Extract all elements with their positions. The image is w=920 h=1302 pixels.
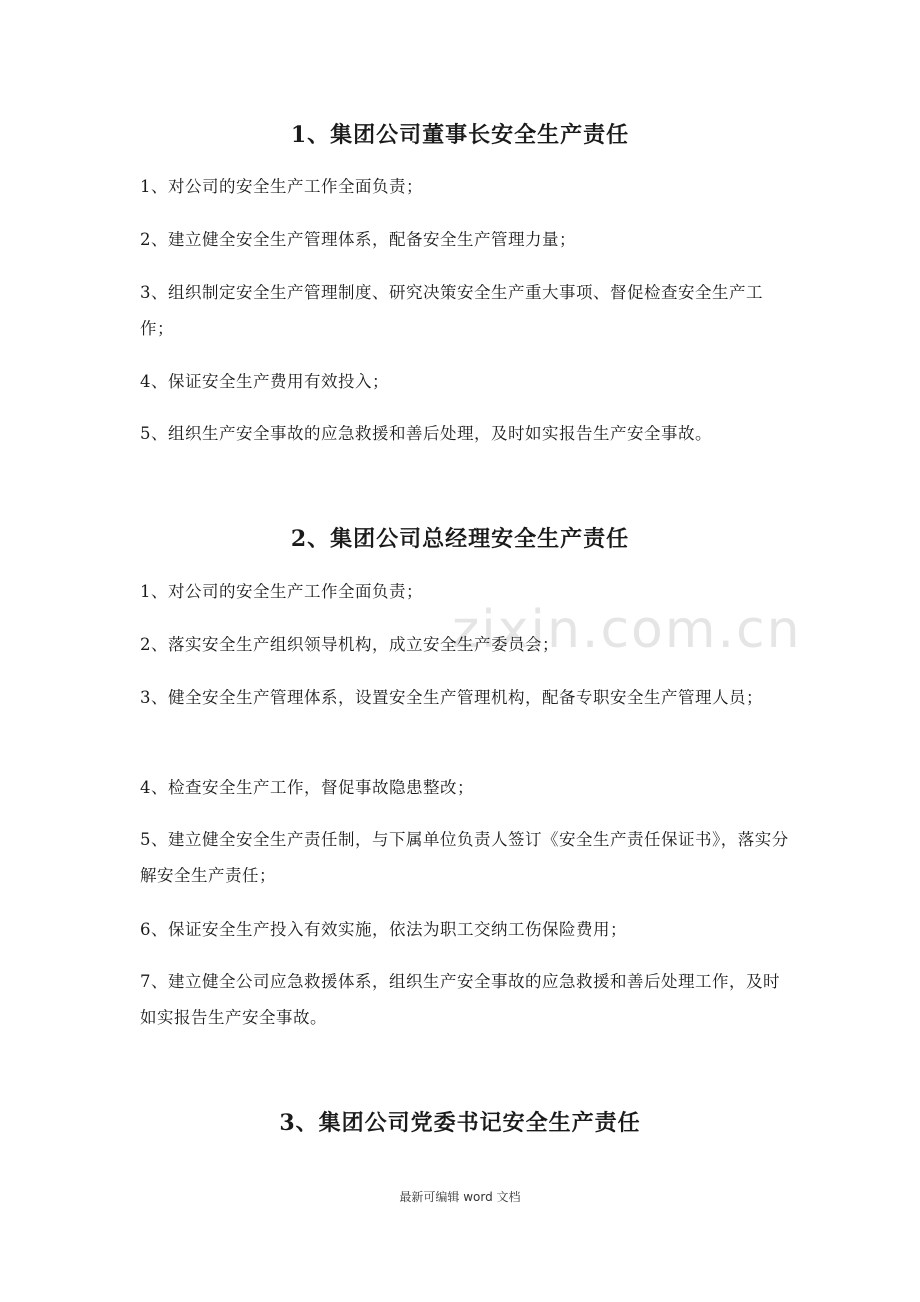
list-item: 1、对公司的安全生产工作全面负责；: [140, 177, 423, 196]
list-item: 4、检查安全生产工作，督促事故隐患整改；: [140, 778, 474, 797]
list-item: 5、组织生产安全事故的应急救援和善后处理，及时如实报告生产安全事故。: [140, 424, 712, 443]
section-title-1: 1、集团公司董事长安全生产责任: [290, 122, 630, 148]
list-item: 7、建立健全公司应急救援体系，组织生产安全事故的应急救援和善后处理工作，及时如实报告生产安全事故。: [140, 972, 780, 1027]
watermark: zixin.com.cn: [452, 600, 802, 660]
list-item: 1、对公司的安全生产工作全面负责；: [140, 582, 423, 601]
list-item: 2、落实安全生产组织领导机构，成立安全生产委员会；: [140, 635, 559, 654]
list-item: 4、保证安全生产费用有效投入；: [140, 372, 389, 391]
list-item: 6、保证安全生产投入有效实施，依法为职工交纳工伤保险费用；: [140, 920, 627, 939]
list-item: 3、健全安全生产管理体系，设置安全生产管理机构，配备专职安全生产管理人员；: [140, 688, 763, 707]
section-title-3: 3、集团公司党委书记安全生产责任: [279, 1110, 641, 1136]
section-title-2: 2、集团公司总经理安全生产责任: [290, 526, 630, 552]
list-item: 2、建立健全安全生产管理体系，配备安全生产管理力量；: [140, 230, 576, 249]
list-item: 3、组织制定安全生产管理制度、研究决策安全生产重大事项、督促检查安全生产工作；: [140, 283, 763, 338]
footer-text: 最新可编辑 word 文档: [399, 1190, 521, 1204]
list-item: 5、建立健全安全生产责任制，与下属单位负责人签订《安全生产责任保证书》，落实分解安全生产责任；: [140, 830, 789, 885]
